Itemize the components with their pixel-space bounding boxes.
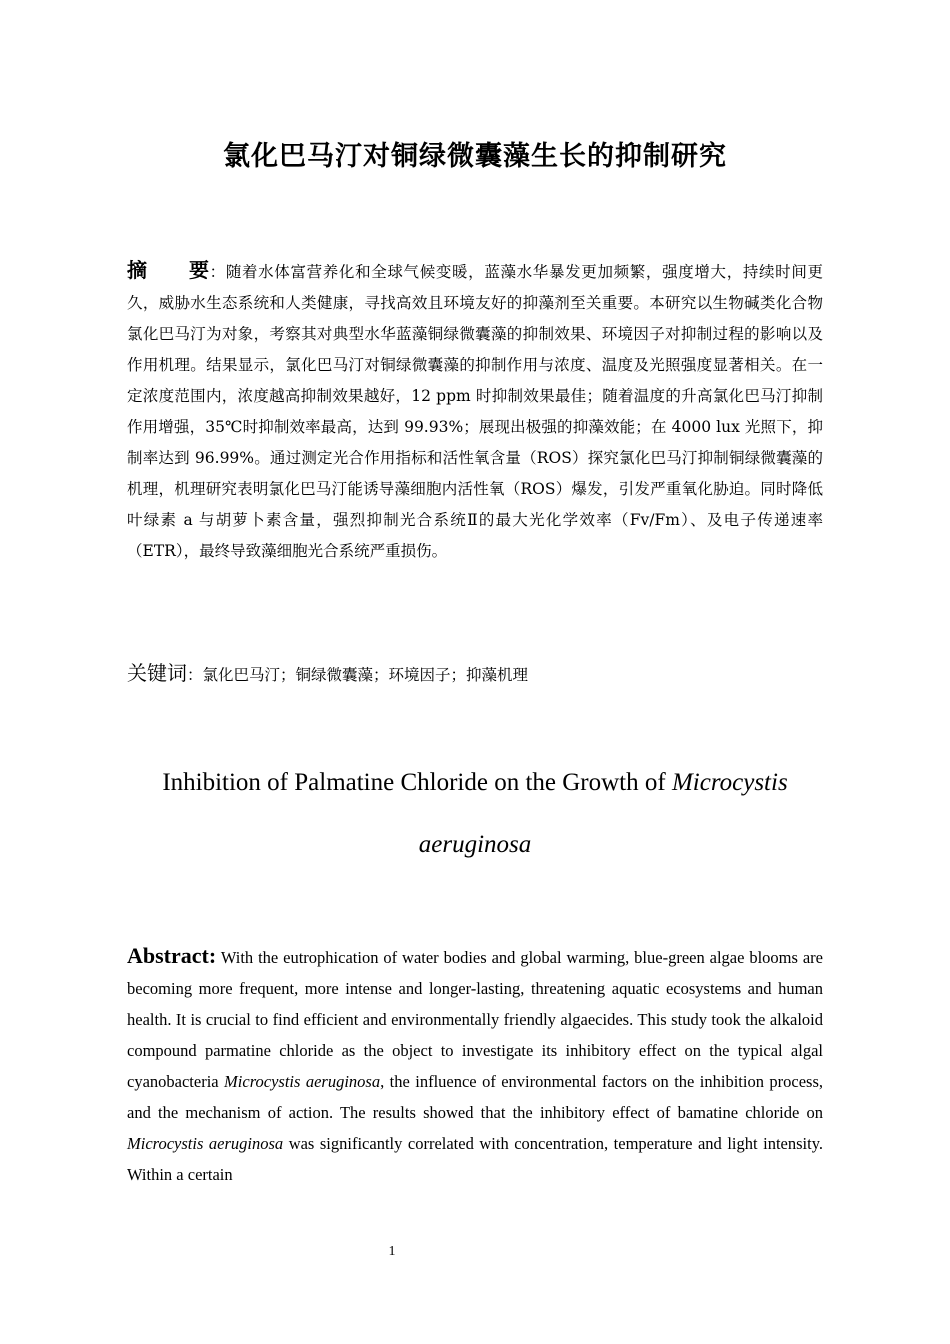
english-abstract-part1: With the eutrophication of water bodies and global warming, blue-green algae blooms are becoming more frequent, more intense and longer-lasting, threatening aquatic ecosystems and human health. It is crucial to find efficient and environmentally friendly algaecides. This study took the alkaloid compound parmatine chloride as the object to investigate its inhibitory effect on the typical algal cyanobacteria — [127, 948, 823, 1091]
english-abstract-part2: , the influence of environmental factors on the inhibition process, and the mechanism of action. The results showed that the inhibitory effect of bamatine chloride on — [127, 1072, 824, 1122]
english-abstract-part3: was significantly correlated with concentration, temperature and light intensity. Within a certain — [127, 1134, 824, 1184]
chinese-keywords-text: 氯化巴马汀；铜绿微囊藻；环境因子；抑藻机理 — [202, 666, 529, 684]
chinese-abstract — [127, 255, 823, 567]
english-title — [150, 752, 800, 876]
english-title-species: aeruginosa — [418, 831, 532, 858]
english-abstract-species-2: Microcystis aeruginosa — [127, 1134, 284, 1153]
chinese-keywords-label: 关键词 — [127, 661, 187, 685]
english-title-genus: Microcystis — [671, 769, 788, 796]
english-title-text: Inhibition of Palmatine Chloride on the Growth of — [162, 769, 666, 796]
chinese-abstract-text: 随着水体富营养化和全球气候变暖，蓝藻水华暴发更加频繁，强度增大，持续时间更久，威胁水生态系统和人类健康，寻找高效且环境友好的抑藻剂至关重要。本研究以生物碱类化合物氯化巴马汀为对象，考察其对典型水华蓝藻铜绿微囊藻的抑制效果、环境因子对抑制过程的影响以及作用机理。结果显示，氯化巴马汀对铜绿微囊藻的抑制作用与浓度、温度及光照强度显著相关。在一定浓度范围内，浓度越高抑制效果越好，12 ppm 时抑制效果最佳；随着温度的升高氯化巴马汀抑制作用增强，35℃时抑制效率最高，达到 99.93%；展现出极强的抑藻效能；在 4000 lux 光照下，抑制率达到 96.99%。通过测定光合作用指标和活性氧含量（ROS）探究氯化巴马汀抑制铜绿微囊藻的机理，机理研究表明氯化巴马汀能诱导藻细胞内活性氧（ROS）爆发，引发严重氧化胁迫。同时降低叶绿素 a 与胡萝卜素含量，强烈抑制光合系统Ⅱ的最大光化学效率（Fv/Fm）、及电子传递速率（ETR），最终导致藻细胞光合系统严重损伤。 — [127, 263, 823, 560]
english-abstract — [127, 940, 823, 1190]
chinese-keywords — [127, 657, 823, 686]
chinese-title: 氯化巴马汀对铜绿微囊藻生长的抑制研究 — [223, 141, 727, 172]
english-abstract-label: Abstract: — [127, 943, 217, 968]
page-number: 1 — [388, 1244, 396, 1259]
chinese-abstract-colon: ： — [209, 263, 226, 281]
chinese-keywords-colon: ： — [187, 666, 203, 684]
chinese-abstract-label: 摘 要 — [127, 258, 210, 282]
english-abstract-species-1: Microcystis aeruginosa — [224, 1072, 381, 1091]
